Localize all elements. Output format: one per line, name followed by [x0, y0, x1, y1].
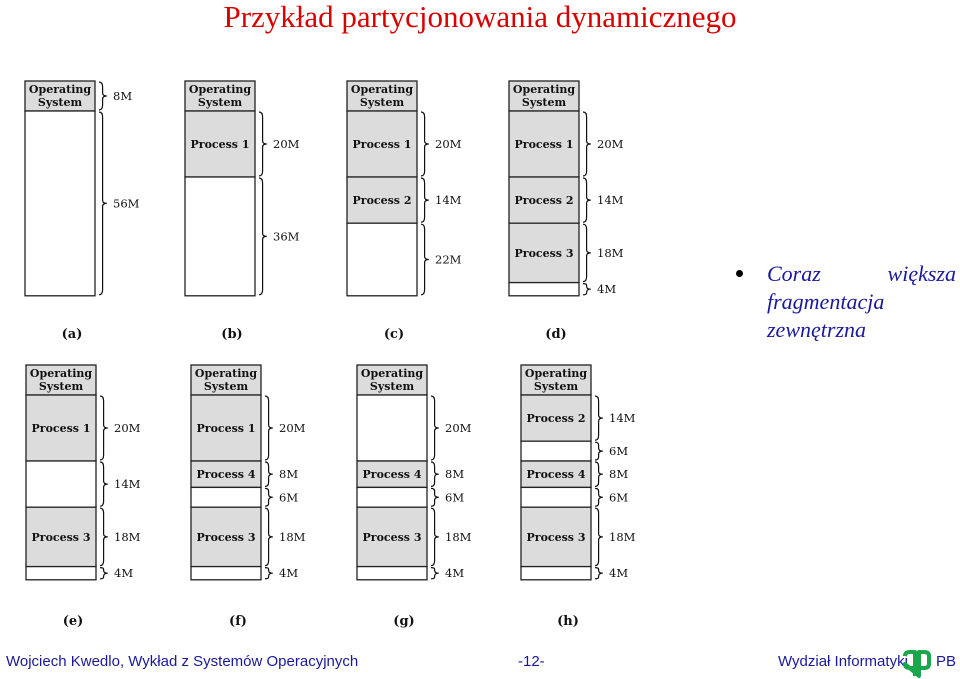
segment-label: System — [359, 96, 405, 109]
brace-4m — [265, 568, 273, 579]
segment-label: Process 2 — [526, 412, 586, 426]
brace-14m — [583, 178, 591, 222]
footer-faculty: Wydział Informatyki — [778, 653, 908, 670]
segment-label: Process 4 — [362, 468, 422, 482]
layout-caption: (a) — [61, 327, 83, 342]
segment-label: System — [521, 96, 567, 109]
segment-free-space — [357, 395, 427, 461]
segment-label: System — [369, 380, 415, 393]
brace-18m — [100, 508, 108, 565]
note-line-2: fragmentacja — [767, 289, 885, 314]
segment-size: 4M — [609, 566, 629, 581]
layout-caption: (h) — [557, 614, 579, 629]
segment-free-space — [191, 567, 261, 580]
memory-layout-f — [191, 365, 306, 629]
segment-size: 8M — [445, 467, 465, 482]
memory-layout-b — [185, 81, 300, 342]
segment-free-space — [26, 567, 96, 580]
brace-56m — [99, 112, 107, 295]
layout-caption: (b) — [221, 327, 243, 342]
segment-size: 8M — [609, 467, 629, 482]
page-number: -12- — [518, 653, 545, 670]
layout-caption: (d) — [545, 327, 567, 342]
segment-size: 20M — [273, 137, 300, 151]
segment-free-space — [191, 487, 261, 507]
brace-14m — [595, 396, 603, 440]
memory-layout-d — [509, 81, 624, 342]
segment-label: Process 3 — [31, 530, 91, 544]
brace-4m — [100, 568, 108, 579]
brace-20m — [431, 396, 439, 460]
segment-label: Process 4 — [196, 468, 256, 482]
segment-label: Process 3 — [362, 530, 422, 544]
segment-free-space — [357, 487, 427, 507]
segment-label: Process 1 — [352, 138, 412, 151]
brace-18m — [265, 508, 273, 565]
brace-4m — [583, 284, 591, 295]
brace-8m — [265, 462, 273, 486]
memory-layout-a — [25, 81, 140, 342]
segment-size: 18M — [609, 529, 636, 544]
segment-free-space — [185, 177, 255, 296]
segment-free-space — [357, 567, 427, 580]
brace-6m — [595, 488, 603, 506]
segment-size: 18M — [114, 529, 141, 544]
segment-free-space — [521, 441, 591, 461]
note-bullet — [736, 260, 960, 344]
segment-size: 6M — [609, 490, 629, 505]
brace-4m — [595, 568, 603, 579]
segment-label: Process 4 — [526, 468, 586, 482]
segment-label: Process 1 — [31, 422, 91, 435]
segment-label: Operating — [28, 83, 92, 96]
segment-label: Process 1 — [190, 138, 250, 151]
segment-label: Process 3 — [526, 530, 586, 544]
slide-title: Przykład partycjonowania dynamicznego — [223, 0, 737, 34]
segment-label: Process 3 — [196, 530, 256, 544]
brace-4m — [431, 568, 439, 579]
segment-label: Operating — [350, 83, 414, 96]
memory-layout-h — [521, 365, 636, 629]
segment-size: 8M — [113, 89, 133, 103]
slide-footer — [0, 650, 960, 676]
segment-free-space — [25, 111, 95, 296]
memory-layout-c — [347, 81, 462, 342]
segment-size: 20M — [114, 421, 141, 435]
brace-8m — [595, 462, 603, 486]
segment-label: Operating — [29, 367, 93, 380]
segment-size: 20M — [597, 137, 624, 151]
segment-label: Process 3 — [514, 246, 574, 260]
brace-18m — [595, 508, 603, 565]
segment-size: 8M — [279, 467, 299, 482]
segment-label: System — [533, 380, 579, 393]
segment-free-space — [347, 223, 417, 296]
segment-free-space — [521, 567, 591, 580]
segment-label: Operating — [188, 83, 252, 96]
brace-20m — [265, 396, 273, 460]
bullet-icon — [736, 270, 743, 277]
note-line-3: zewnętrzna — [767, 317, 866, 342]
brace-20m — [583, 112, 591, 176]
segment-label: Process 1 — [514, 138, 574, 151]
brace-6m — [265, 488, 273, 506]
memory-layout-e — [26, 365, 141, 629]
segment-free-space — [26, 461, 96, 507]
layout-caption: (g) — [393, 614, 415, 629]
brace-6m — [431, 488, 439, 506]
footer-org: PB — [936, 653, 957, 670]
brace-18m — [431, 508, 439, 565]
segment-size: 14M — [435, 193, 462, 208]
segment-label: System — [203, 380, 249, 393]
segment-size: 22M — [435, 252, 462, 267]
brace-18m — [583, 224, 591, 281]
segment-label: Process 1 — [196, 422, 256, 435]
segment-size: 20M — [279, 421, 306, 435]
segment-label: Process 2 — [514, 194, 574, 208]
segment-size: 20M — [435, 137, 462, 151]
segment-free-space — [509, 283, 579, 296]
layout-caption: (c) — [383, 327, 405, 342]
segment-size: 18M — [279, 529, 306, 544]
brace-20m — [259, 112, 267, 176]
brace-6m — [595, 442, 603, 460]
segment-label: Process 2 — [352, 194, 412, 208]
brace-8m — [99, 82, 107, 110]
segment-size: 4M — [597, 282, 617, 297]
memory-layout-g — [357, 365, 472, 629]
note-word-coraz: Coraz — [767, 261, 821, 286]
segment-size: 14M — [114, 477, 141, 492]
segment-label: System — [197, 96, 243, 109]
segment-size: 20M — [445, 421, 472, 435]
segment-size: 4M — [279, 566, 299, 581]
segment-label: Operating — [360, 367, 424, 380]
segment-size: 6M — [445, 490, 465, 505]
segment-free-space — [521, 487, 591, 507]
segment-size: 14M — [609, 411, 636, 426]
brace-36m — [259, 178, 267, 295]
segment-size: 18M — [597, 245, 624, 260]
segment-size: 6M — [609, 444, 629, 459]
brace-22m — [421, 224, 429, 295]
segment-label: System — [37, 96, 83, 109]
footer-author: Wojciech Kwedlo, Wykład z Systemów Operacyjnych — [6, 653, 359, 670]
segment-size: 36M — [273, 229, 300, 244]
segment-size: 56M — [113, 196, 140, 211]
note-word-wieksza: większa — [887, 261, 956, 286]
segment-size: 4M — [445, 566, 465, 581]
segment-label: Operating — [194, 367, 258, 380]
segment-size: 4M — [114, 566, 134, 581]
segment-label: System — [38, 380, 84, 393]
brace-14m — [100, 462, 108, 506]
segment-size: 18M — [445, 529, 472, 544]
layout-caption: (e) — [62, 614, 84, 629]
segment-size: 6M — [279, 490, 299, 505]
segment-label: Operating — [512, 83, 576, 96]
brace-20m — [421, 112, 429, 176]
brace-20m — [100, 396, 108, 460]
segment-size: 14M — [597, 193, 624, 208]
segment-label: Operating — [524, 367, 588, 380]
brace-8m — [431, 462, 439, 486]
wi-pb-logo-icon — [901, 650, 933, 678]
layout-caption: (f) — [229, 614, 247, 629]
brace-14m — [421, 178, 429, 222]
